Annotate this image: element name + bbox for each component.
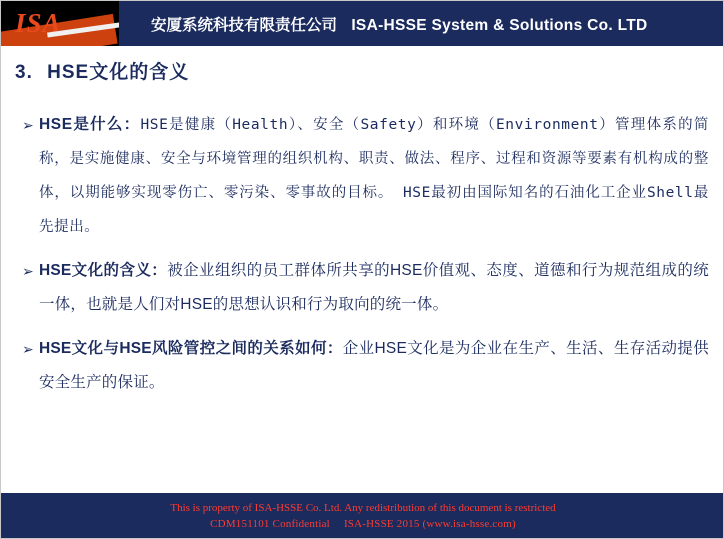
header-title-en: ISA-HSSE System & Solutions Co. LTD (351, 16, 648, 34)
list-item (19, 254, 709, 322)
slide-body (19, 108, 709, 410)
bullet-lead: HSE文化的含义： (39, 262, 168, 279)
page-title-text: HSE文化的含义 (47, 62, 190, 83)
bullet-paragraph (39, 332, 709, 400)
bullet-arrow-icon: ➢ (22, 117, 34, 133)
footer-company-url: ISA-HSSE 2015 (www.isa-hsse.com) (343, 518, 516, 530)
list-item (19, 332, 709, 400)
bullet-lead: HSE是什么： (39, 116, 141, 133)
bullet-lead: HSE文化与HSE风险管控之间的关系如何： (39, 340, 343, 357)
page-title-number: 3. (15, 62, 33, 83)
header-title (119, 13, 724, 35)
footer-doc-id: CDM151101 Confidential (210, 518, 330, 530)
company-logo (1, 1, 119, 46)
header-title-cn: 安厦系统科技有限责任公司 (151, 16, 338, 34)
list-item (19, 108, 709, 244)
bullet-text: HSE是健康（Health）、安全（Safety）和环境（Environment）管理体系的简称，是实施健康、安全与环境管理的组织机构、职责、做法、程序、过程和资源等要素有机构成的整体，以期能够实现零伤亡、零污染、零事故的目标。 HSE最初由国际知名的石油化工企业Shell最先提出。 (39, 117, 709, 235)
footer-bar (1, 493, 724, 538)
footer-copyright-line: This is property of ISA-HSSE Co. Ltd. Any redistribution of this document is restricted (170, 502, 556, 514)
logo-text: ISA (15, 8, 62, 38)
header-bar (1, 1, 724, 46)
footer-confidential-line (1, 516, 724, 532)
bullet-text: 被企业组织的员工群体所共享的HSE价值观、态度、道德和行为规范组成的统一体，也就是人们对HSE的思想认识和行为取向的统一体。 (39, 262, 710, 313)
bullet-paragraph (39, 108, 709, 244)
page-title (15, 57, 189, 84)
bullet-text: 企业HSE文化是为企业在生产、生活、生存活动提供安全生产的保证。 (39, 340, 709, 391)
bullet-arrow-icon: ➢ (22, 341, 34, 357)
bullet-arrow-icon: ➢ (22, 263, 34, 279)
bullet-paragraph (39, 254, 709, 322)
